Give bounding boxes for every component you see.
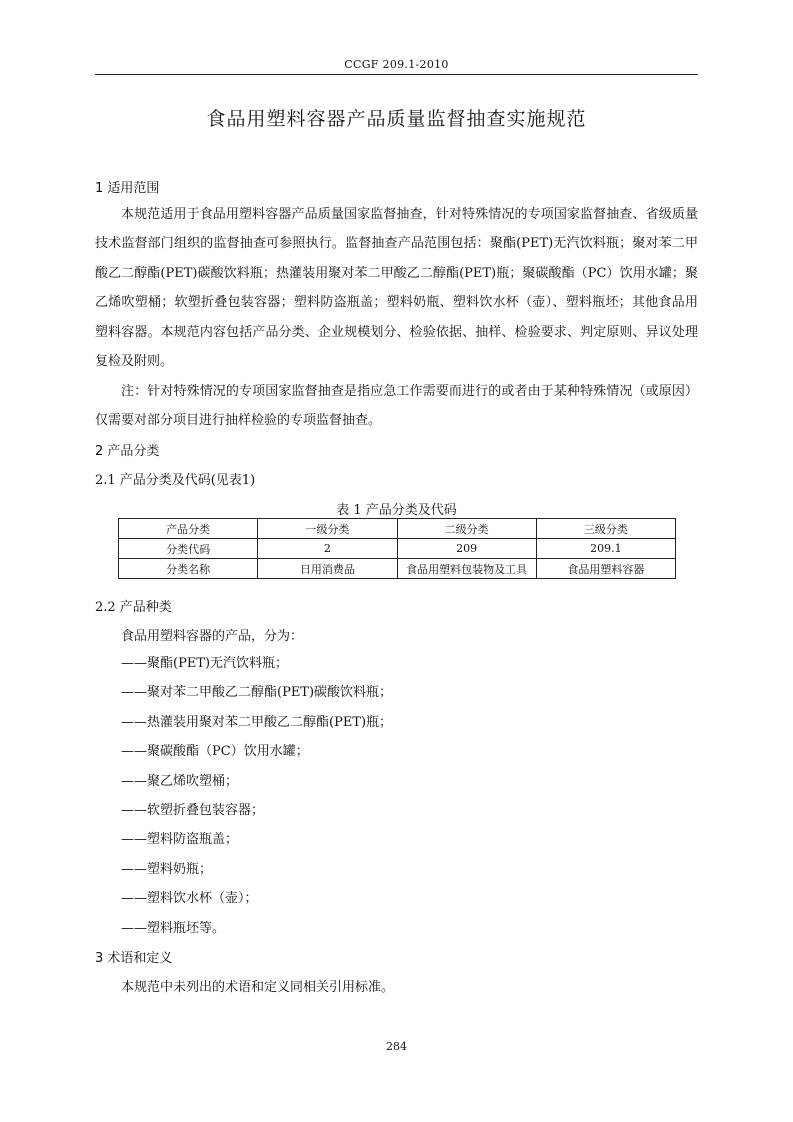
list-item: ——塑料防盗瓶盖； [121,832,239,848]
list-item: ——聚对苯二甲酸乙二醇酯(PET)碳酸饮料瓶； [121,685,393,701]
table-cell: 食品用塑料容器 [536,559,675,579]
list-item: ——热灌装用聚对苯二甲酸乙二醇酯(PET)瓶； [121,714,393,730]
table-cell: 日用消费品 [258,559,397,579]
section-1-paragraph: 本规范适用于食品用塑料容器产品质量国家监督抽查，针对特殊情况的专项国家监督抽查、省级质量技术监督部门组织的监督抽查可参照执行。监督抽查产品范围包括：聚酯(PET)无汽饮料瓶；聚对苯二甲酸乙二醇酯(PET)碳酸饮料瓶；热灌装用聚对苯二甲酸乙二醇酯(PET)瓶；聚碳酸酯（PC）饮用水罐；聚乙烯吹塑桶；软塑折叠包装容器；塑料防盗瓶盖；塑料奶瓶、塑料饮水杯（壶）、塑料瓶坯；其他食品用塑料容器。本规范内容包括产品分类、企业规模划分、检验依据、抽样、检验要求、判定原则、异议处理复检及附则。 [95,207,698,370]
table-cell: 分类名称 [119,559,258,579]
section-2-heading: 2 产品分类 [95,444,160,459]
product-classification-table [118,518,676,579]
header-divider [95,74,698,75]
table-cell: 209 [397,539,536,559]
section-1-note: 注：针对特殊情况的专项国家监督抽查是指应急工作需要而进行的或者由于某种特殊情况（或原因）仅需要对部分项目进行抽样检验的专项监督抽查。 [95,384,698,429]
product-types-intro: 食品用塑料容器的产品，分为： [121,629,304,644]
table-caption: 表 1 产品分类及代码 [336,503,457,518]
section-3-heading: 3 术语和定义 [95,951,173,966]
table-cell: 分类代码 [119,539,258,559]
list-item: ——塑料饮水杯（壶）； [121,891,258,907]
list-item: ——聚碳酸酯（PC）饮用水罐； [121,744,309,760]
product-types-list [121,649,392,943]
list-item: ——聚乙烯吹塑桶； [121,773,239,789]
list-item: ——聚酯(PET)无汽饮料瓶； [121,656,289,671]
page-number: 284 [386,1040,407,1053]
document-title: 食品用塑料容器产品质量监督抽查实施规范 [206,108,587,130]
list-item: ——塑料奶瓶； [121,861,213,877]
table-row [119,519,676,539]
running-header: CCGF 209.1-2010 [344,58,449,71]
table-cell: 209.1 [536,539,675,559]
table-row [119,559,676,579]
table-cell: 三级分类 [536,519,675,539]
table-cell: 食品用塑料包装物及工具 [397,559,536,579]
subsection-2-2-heading: 2.2 产品种类 [95,600,172,615]
table-cell: 产品分类 [119,519,258,539]
list-item: ——软塑折叠包装容器； [121,802,265,818]
subsection-2-1-heading: 2.1 产品分类及代码(见表1) [95,473,256,488]
table-cell: 二级分类 [397,519,536,539]
list-item: ——塑料瓶坯等。 [121,920,226,936]
table-cell: 一级分类 [258,519,397,539]
table-row [119,539,676,559]
section-3-paragraph: 本规范中未列出的术语和定义同相关引用标准。 [121,980,395,995]
table-cell: 2 [258,539,397,559]
section-1-heading: 1 适用范围 [95,181,160,196]
